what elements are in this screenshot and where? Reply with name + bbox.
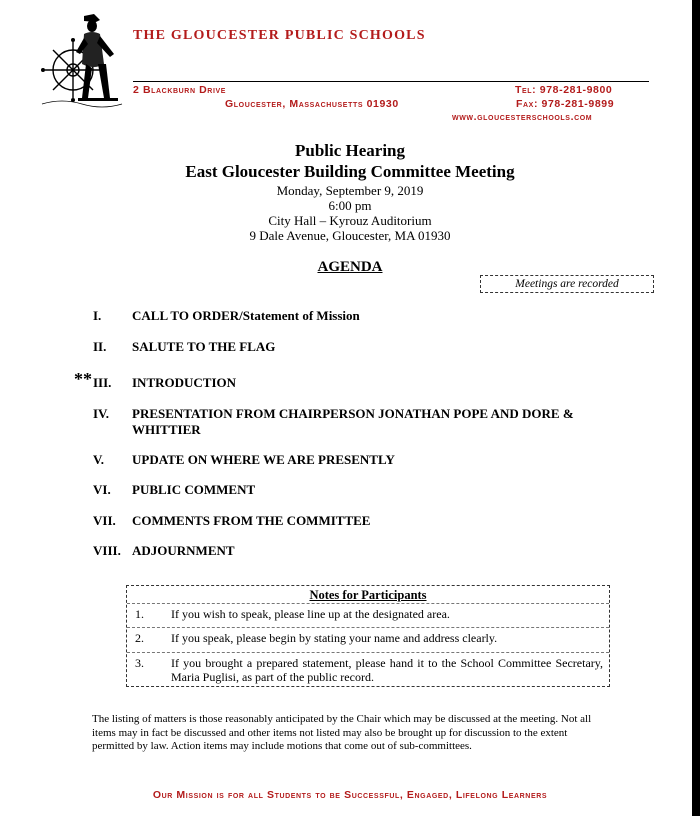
note-row xyxy=(127,652,609,686)
meeting-time: 6:00 pm xyxy=(328,198,372,213)
agenda-item-number: I. xyxy=(93,308,102,323)
agenda-heading: AGENDA xyxy=(317,259,383,275)
note-number: 1. xyxy=(135,607,144,621)
header-divider xyxy=(133,81,649,82)
agenda-item-text: PRESENTATION FROM CHAIRPERSON JONATHAN POPE AND DORE & WHITTIER xyxy=(132,406,574,437)
agenda-item-number: III. xyxy=(93,375,112,390)
note-number: 2. xyxy=(135,631,144,645)
fax: Fax: 978-281-9899 xyxy=(516,98,615,110)
meeting-title: Public Hearing xyxy=(294,141,406,160)
note-row xyxy=(127,603,609,627)
agenda-item-number: VIII. xyxy=(93,543,121,558)
agenda-item-text: INTRODUCTION xyxy=(132,375,237,390)
meeting-place: City Hall – Kyrouz Auditorium xyxy=(268,213,432,228)
agenda-item-text: PUBLIC COMMENT xyxy=(132,482,256,497)
agenda-item-number: VI. xyxy=(93,482,111,497)
district-name: THE GLOUCESTER PUBLIC SCHOOLS xyxy=(133,28,426,43)
agenda-item-number: V. xyxy=(93,452,104,467)
priority-stars: ** xyxy=(74,369,92,389)
agenda-item-text: SALUTE TO THE FLAG xyxy=(132,339,276,354)
fisherman-logo-icon xyxy=(40,12,132,108)
agenda-item-number: VII. xyxy=(93,513,116,528)
mission-statement: Our Mission is for all Students to be Successful, Engaged, Lifelong Learners xyxy=(152,789,548,801)
telephone: Tel: 978-281-9800 xyxy=(515,84,613,96)
note-text: If you speak, please begin by stating your name and address clearly. xyxy=(171,631,498,645)
recorded-notice: Meetings are recorded xyxy=(480,275,654,293)
address-line2: Gloucester, Massachusetts 01930 xyxy=(225,98,399,110)
agenda-item xyxy=(0,339,700,375)
agenda-item-text: COMMENTS FROM THE COMMITTEE xyxy=(132,513,371,528)
meeting-address: 9 Dale Avenue, Gloucester, MA 01930 xyxy=(249,228,451,243)
participant-notes-box xyxy=(126,585,610,687)
meeting-date: Monday, September 9, 2019 xyxy=(276,183,424,198)
agenda-item xyxy=(0,543,700,579)
notes-title: Notes for Participants xyxy=(309,588,427,602)
agenda-item-number: IV. xyxy=(93,406,110,421)
note-number: 3. xyxy=(135,656,144,670)
note-text: If you wish to speak, please line up at the designated area. xyxy=(171,607,450,621)
meeting-subtitle: East Gloucester Building Committee Meeting xyxy=(185,162,515,181)
note-text: If you brought a prepared statement, please hand it to the School Committee Secretary, Maria Puglisi, as part of the public record. xyxy=(171,656,603,684)
disclaimer-text: The listing of matters is those reasonably anticipated by the Chair which may be discussed at the meeting. Not all items may in fact be discussed and other items not listed may also be brought up for discussion to the extent permitted by law. Action items may include motions that come out of sub-committees. xyxy=(92,713,592,752)
agenda-item-text: CALL TO ORDER/Statement of Mission xyxy=(132,308,360,323)
website-link[interactable]: www.gloucesterschools.com xyxy=(452,111,593,123)
agenda-item-text: ADJOURNMENT xyxy=(132,543,235,558)
agenda-item xyxy=(0,406,700,442)
agenda-item-text: UPDATE ON WHERE WE ARE PRESENTLY xyxy=(132,452,395,467)
note-row xyxy=(127,627,609,652)
agenda-item-number: II. xyxy=(93,339,107,354)
address-line1: 2 Blackburn Drive xyxy=(133,84,227,96)
